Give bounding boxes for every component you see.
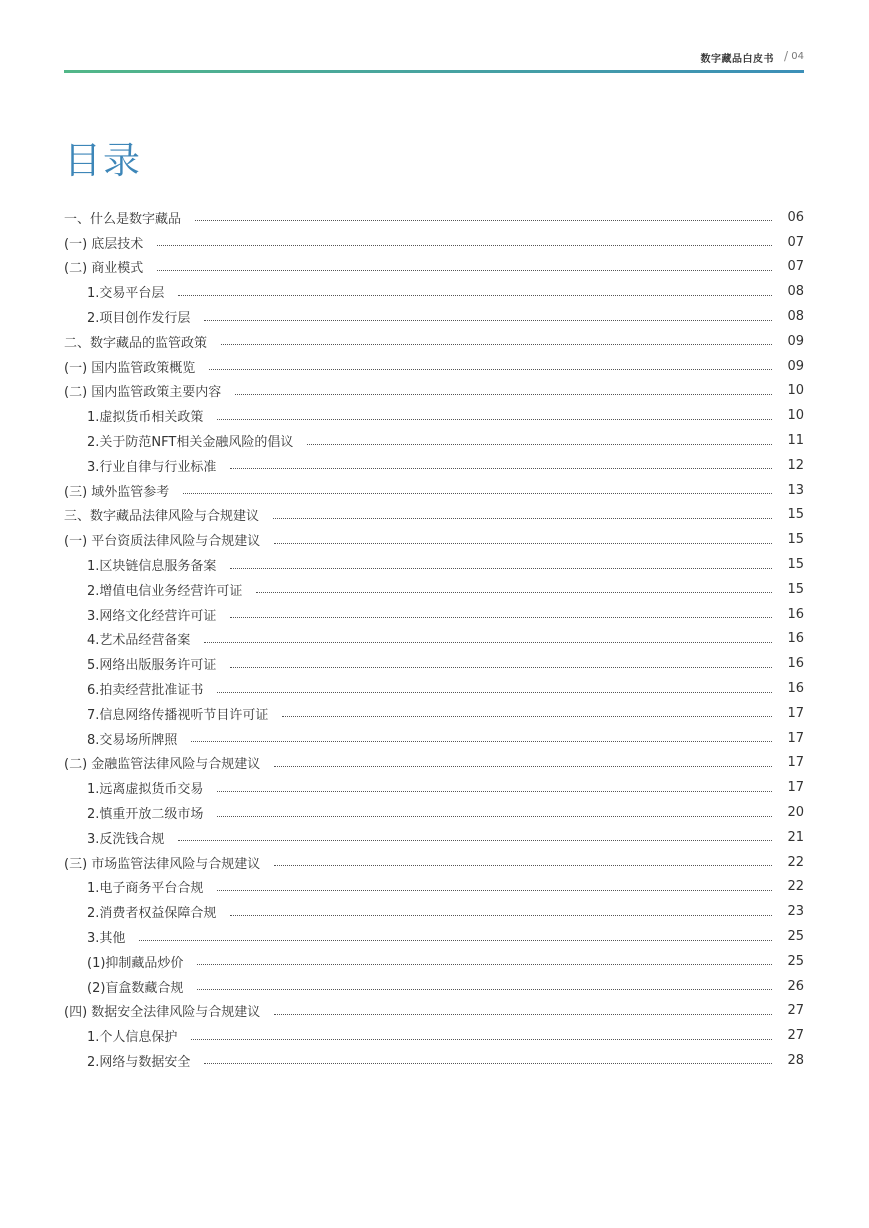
toc-entry[interactable] (64, 205, 804, 230)
toc-entry-label: 1.个人信息保护 (87, 1030, 178, 1046)
toc-entry[interactable] (64, 403, 804, 428)
toc-entry-label: 4.艺术品经营备案 (87, 633, 191, 649)
dot-leader (191, 740, 772, 742)
toc-entry[interactable] (64, 428, 804, 453)
dot-leader (274, 864, 772, 866)
dot-leader (157, 269, 772, 271)
toc-entry[interactable] (64, 453, 804, 478)
toc-entry-label: (二) 国内监管政策主要内容 (64, 385, 222, 401)
toc-entry-label: (三) 市场监管法律风险与合规建议 (64, 856, 261, 872)
document-title: 数字藏品白皮书 (700, 54, 774, 65)
toc-entry-page: 21 (787, 829, 804, 845)
header-divider (64, 70, 804, 73)
toc-entry-label: (1)抑制藏品炒价 (87, 955, 184, 971)
toc-entry[interactable] (64, 527, 804, 552)
toc-entry-page: 16 (787, 681, 804, 697)
toc-entry-label: 1.交易平台层 (87, 286, 165, 302)
toc-entry[interactable] (64, 602, 804, 627)
page-header (0, 50, 804, 68)
page-number: 04 (791, 51, 804, 62)
dot-leader (157, 244, 772, 246)
toc-entry[interactable] (64, 726, 804, 751)
toc-entry-page: 25 (787, 953, 804, 969)
toc-entry[interactable] (64, 850, 804, 875)
toc-entry-label: 2.关于防范NFT相关金融风险的倡议 (87, 435, 294, 451)
toc-entry-label: (四) 数据安全法律风险与合规建议 (64, 1005, 261, 1021)
toc-entry-page: 09 (787, 333, 804, 349)
toc-entry[interactable] (64, 875, 804, 900)
toc-entry-label: 2.网络与数据安全 (87, 1054, 191, 1070)
toc-entry[interactable] (64, 627, 804, 652)
toc-entry-label: 6.拍卖经营批准证书 (87, 683, 204, 699)
toc-entry-label: (2)盲盒数藏合规 (87, 980, 184, 996)
toc-entry-label: (二) 金融监管法律风险与合规建议 (64, 757, 261, 773)
toc-entry-page: 06 (787, 209, 804, 225)
toc-entry[interactable] (64, 949, 804, 974)
toc-entry-page: 17 (787, 730, 804, 746)
dot-leader (230, 914, 772, 916)
toc-entry[interactable] (64, 676, 804, 701)
dot-leader (230, 666, 772, 668)
table-of-contents (64, 205, 804, 1073)
toc-entry[interactable] (64, 279, 804, 304)
toc-entry[interactable] (64, 230, 804, 255)
toc-entry[interactable] (64, 1023, 804, 1048)
dot-leader (217, 418, 772, 420)
toc-entry-label: 5.网络出版服务许可证 (87, 658, 217, 674)
toc-entry-page: 23 (787, 904, 804, 920)
dot-leader (273, 517, 772, 519)
toc-entry-label: (一) 平台资质法律风险与合规建议 (64, 534, 261, 550)
dot-leader (217, 691, 772, 693)
toc-entry-page: 11 (787, 433, 804, 449)
toc-entry-label: 1.区块链信息服务备案 (87, 559, 217, 575)
toc-entry-label: 1.远离虚拟货币交易 (87, 782, 204, 798)
toc-entry-page: 15 (787, 557, 804, 573)
dot-leader (235, 393, 772, 395)
dot-leader (191, 1038, 772, 1040)
toc-entry-label: (二) 商业模式 (64, 261, 144, 277)
dot-leader (217, 889, 772, 891)
toc-entry-page: 15 (787, 532, 804, 548)
toc-entry[interactable] (64, 775, 804, 800)
toc-entry[interactable] (64, 974, 804, 999)
toc-entry-page: 17 (787, 780, 804, 796)
toc-entry-page: 09 (787, 358, 804, 374)
toc-entry-page: 22 (787, 879, 804, 895)
dot-leader (230, 616, 772, 618)
toc-entry[interactable] (64, 329, 804, 354)
toc-entry-page: 16 (787, 656, 804, 672)
toc-entry-label: 三、数字藏品法律风险与合规建议 (64, 509, 260, 525)
toc-entry-page: 27 (787, 1003, 804, 1019)
dot-leader (274, 765, 772, 767)
toc-entry-label: 1.电子商务平台合规 (87, 881, 204, 897)
toc-entry-page: 25 (787, 929, 804, 944)
dot-leader (195, 219, 772, 221)
toc-entry-page: 17 (787, 755, 804, 771)
dot-leader (204, 319, 772, 321)
toc-entry-label: 2.消费者权益保障合规 (87, 906, 217, 922)
toc-entry-page: 20 (787, 805, 804, 821)
toc-entry-page: 10 (787, 383, 804, 399)
dot-leader (178, 839, 772, 841)
toc-entry-page: 16 (787, 631, 804, 647)
toc-entry-label: 3.行业自律与行业标准 (87, 459, 217, 475)
toc-entry-label: 2.增值电信业务经营许可证 (87, 583, 243, 599)
toc-entry[interactable] (64, 577, 804, 602)
toc-entry-page: 12 (787, 457, 804, 473)
toc-entry-label: (三) 域外监管参考 (64, 484, 170, 500)
dot-leader (197, 988, 772, 990)
toc-entry[interactable] (64, 899, 804, 924)
toc-entry-page: 13 (787, 482, 804, 498)
toc-entry-label: 一、什么是数字藏品 (64, 211, 182, 227)
dot-leader (183, 492, 772, 494)
toc-entry[interactable] (64, 800, 804, 825)
dot-leader (217, 790, 772, 792)
dot-leader (282, 715, 772, 717)
toc-entry-page: 16 (787, 606, 804, 622)
toc-entry-page: 08 (787, 284, 804, 300)
dot-leader (204, 1062, 772, 1064)
toc-entry-label: 2.慎重开放二级市场 (87, 807, 204, 823)
toc-entry-label: 1.虚拟货币相关政策 (87, 410, 204, 426)
toc-entry-page: 17 (787, 705, 804, 721)
dot-leader (221, 343, 772, 345)
dot-leader (274, 1013, 772, 1015)
dot-leader (209, 368, 772, 370)
toc-entry-page: 10 (787, 408, 804, 424)
toc-entry[interactable] (64, 503, 804, 528)
toc-entry[interactable] (64, 255, 804, 280)
toc-entry-label: 3.其他 (87, 931, 126, 946)
dot-leader (307, 443, 772, 445)
toc-entry[interactable] (64, 924, 804, 949)
toc-entry-label: (一) 底层技术 (64, 236, 144, 252)
toc-entry-page: 15 (787, 581, 804, 597)
toc-entry-page: 15 (787, 507, 804, 523)
toc-entry[interactable] (64, 552, 804, 577)
header-separator: / (783, 49, 788, 63)
dot-leader (197, 963, 772, 965)
toc-entry-page: 26 (787, 978, 804, 994)
toc-entry-page: 28 (787, 1052, 804, 1068)
toc-entry-label: 2.项目创作发行层 (87, 311, 191, 327)
toc-entry[interactable] (64, 1048, 804, 1073)
dot-leader (139, 939, 772, 941)
toc-entry-page: 08 (787, 309, 804, 325)
toc-entry[interactable] (64, 354, 804, 379)
toc-entry-page: 22 (787, 854, 804, 870)
toc-entry-label: 二、数字藏品的监管政策 (64, 335, 208, 351)
toc-entry[interactable] (64, 999, 804, 1024)
toc-entry[interactable] (64, 751, 804, 776)
toc-entry[interactable] (64, 478, 804, 503)
dot-leader (204, 641, 772, 643)
toc-entry-label: (一) 国内监管政策概览 (64, 360, 196, 376)
toc-entry[interactable] (64, 651, 804, 676)
dot-leader (230, 567, 772, 569)
toc-entry[interactable] (64, 379, 804, 404)
toc-entry[interactable] (64, 701, 804, 726)
dot-leader (274, 542, 772, 544)
toc-entry-page: 27 (787, 1028, 804, 1044)
toc-entry-label: 7.信息网络传播视听节目许可证 (87, 707, 269, 723)
dot-leader (178, 294, 772, 296)
page-title: 目录 (64, 139, 142, 182)
toc-entry-page: 07 (787, 234, 804, 250)
toc-entry-label: 3.反洗钱合规 (87, 831, 165, 847)
toc-entry-label: 3.网络文化经营许可证 (87, 608, 217, 624)
dot-leader (217, 815, 772, 817)
toc-entry-page: 07 (787, 259, 804, 275)
toc-entry[interactable] (64, 825, 804, 850)
dot-leader (230, 467, 772, 469)
toc-entry[interactable] (64, 304, 804, 329)
toc-entry-label: 8.交易场所牌照 (87, 732, 178, 748)
dot-leader (256, 591, 772, 593)
